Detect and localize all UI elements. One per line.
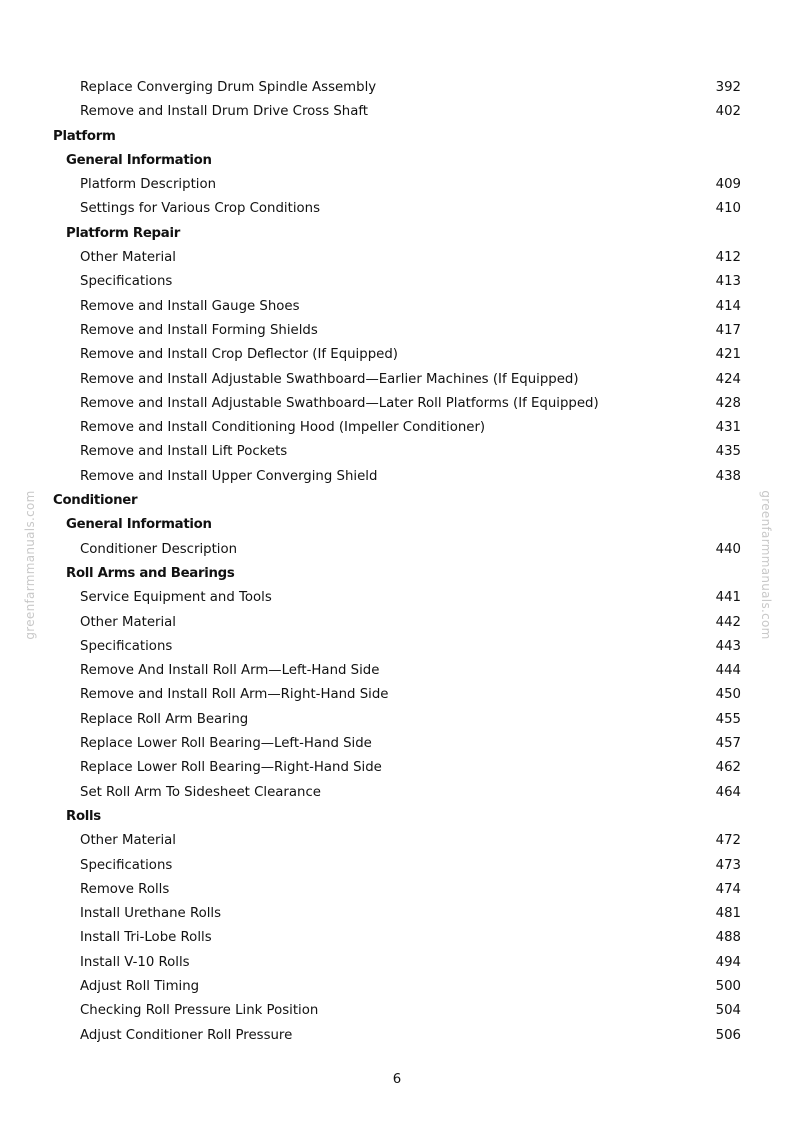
toc-entry-title: Conditioner Description [80,541,238,557]
toc-entry-title: Specifications [80,857,173,873]
toc-entry[interactable] [0,611,794,635]
toc-entry-page-number: 431 [715,420,741,436]
toc-entry[interactable] [0,295,794,319]
toc-entry-title: Platform Description [80,177,217,193]
toc-subsection-heading [0,805,794,829]
toc-entry-page-number: 440 [715,541,741,557]
toc-entry-page-number: 494 [715,954,741,970]
toc-entry-page-number: 473 [715,857,741,873]
toc-entry[interactable] [0,319,794,343]
toc-entry-title: Remove And Install Roll Arm—Left-Hand Side [80,663,380,679]
toc-entry-page-number: 504 [715,1003,741,1019]
toc-entry-title: Remove Rolls [80,881,170,897]
toc-entry-page-number: 500 [715,978,741,994]
toc-entry-page-number: 506 [715,1027,741,1043]
toc-entry-page-number: 413 [715,274,741,290]
toc-entry-page-number: 455 [715,711,741,727]
toc-entry[interactable] [0,1024,794,1048]
toc-entry-page-number: 444 [715,663,741,679]
toc-entry[interactable] [0,343,794,367]
toc-entry-title: Remove and Install Lift Pockets [80,444,288,460]
toc-entry-title: Platform [53,128,116,144]
toc-entry-page-number: 438 [715,468,741,484]
toc-entry[interactable] [0,270,794,294]
table-of-contents [0,76,794,1048]
toc-entry[interactable] [0,781,794,805]
toc-entry-title: Replace Lower Roll Bearing—Right-Hand Side [80,760,382,776]
toc-entry-page-number: 481 [715,906,741,922]
toc-subsection-heading [0,513,794,537]
toc-entry[interactable] [0,829,794,853]
toc-entry-title: Remove and Install Crop Deflector (If Equipped) [80,347,398,363]
toc-entry-page-number: 474 [715,881,741,897]
toc-entry-title: General Information [66,517,212,533]
toc-entry-page-number: 428 [715,395,741,411]
toc-entry-page-number: 462 [715,760,741,776]
toc-entry[interactable] [0,465,794,489]
toc-entry-title: Specifications [80,638,173,654]
toc-entry-title: Replace Lower Roll Bearing—Left-Hand Side [80,736,372,752]
toc-entry-title: Remove and Install Gauge Shoes [80,298,300,314]
toc-entry-title: Remove and Install Forming Shields [80,322,318,338]
toc-entry-title: Install Tri-Lobe Rolls [80,930,212,946]
toc-subsection-heading [0,222,794,246]
toc-entry-page-number: 402 [715,104,741,120]
toc-subsection-heading [0,149,794,173]
toc-entry[interactable] [0,975,794,999]
toc-entry[interactable] [0,878,794,902]
toc-entry-title: Remove and Install Adjustable Swathboard—Earlier Machines (If Equipped) [80,371,579,387]
toc-entry[interactable] [0,538,794,562]
toc-entry-title: Service Equipment and Tools [80,590,272,606]
toc-entry-title: Adjust Conditioner Roll Pressure [80,1027,293,1043]
toc-entry-title: Replace Converging Drum Spindle Assembly [80,80,377,95]
toc-entry-title: General Information [66,152,212,168]
toc-entry-title: Rolls [66,808,101,824]
toc-entry[interactable] [0,683,794,707]
toc-entry-page-number: 443 [715,638,741,654]
toc-entry[interactable] [0,416,794,440]
toc-entry-title: Replace Roll Arm Bearing [80,711,249,727]
toc-entry-page-number: 412 [715,250,741,266]
toc-entry-title: Conditioner [53,493,138,509]
toc-entry-title: Other Material [80,614,176,630]
toc-section-heading [0,125,794,149]
toc-entry-page-number: 409 [715,177,741,193]
toc-entry[interactable] [0,392,794,416]
toc-entry-title: Platform Repair [66,225,180,241]
toc-entry-title: Install V-10 Rolls [80,954,190,970]
toc-entry-title: Roll Arms and Bearings [66,565,235,581]
toc-entry[interactable] [0,586,794,610]
toc-entry-title: Remove and Install Roll Arm—Right-Hand Side [80,687,389,703]
toc-entry[interactable] [0,756,794,780]
watermark-right: greenfarmmanuals.com [759,490,773,640]
toc-entry[interactable] [0,246,794,270]
toc-entry-title: Set Roll Arm To Sidesheet Clearance [80,784,321,800]
toc-entry-page-number: 464 [715,784,741,800]
toc-entry-title: Remove and Install Conditioning Hood (Impeller Conditioner) [80,420,486,436]
toc-entry-title: Remove and Install Drum Drive Cross Shaft [80,104,369,120]
toc-entry[interactable] [0,659,794,683]
page-number: 6 [392,1072,402,1087]
toc-entry[interactable] [0,173,794,197]
toc-entry[interactable] [0,635,794,659]
toc-entry[interactable] [0,708,794,732]
toc-entry[interactable] [0,732,794,756]
toc-entry-page-number: 410 [715,201,741,217]
toc-entry-page-number: 457 [715,736,741,752]
toc-entry-page-number: 421 [715,347,741,363]
toc-section-heading [0,489,794,513]
toc-entry-title: Install Urethane Rolls [80,906,222,922]
toc-entry[interactable] [0,926,794,950]
toc-entry-title: Remove and Install Adjustable Swathboard—Later Roll Platforms (If Equipped) [80,395,599,411]
toc-entry-page-number: 441 [715,590,741,606]
toc-entry-title: Remove and Install Upper Converging Shield [80,468,378,484]
toc-entry[interactable] [0,76,794,100]
toc-entry-page-number: 450 [715,687,741,703]
toc-entry[interactable] [0,902,794,926]
toc-subsection-heading [0,562,794,586]
toc-entry-page-number: 488 [715,930,741,946]
toc-entry-page-number: 392 [715,80,741,95]
toc-entry-title: Other Material [80,833,176,849]
toc-entry-title: Adjust Roll Timing [80,978,200,994]
toc-entry[interactable] [0,100,794,124]
toc-entry-title: Checking Roll Pressure Link Position [80,1003,319,1019]
toc-entry-page-number: 442 [715,614,741,630]
toc-entry[interactable] [0,368,794,392]
toc-entry-page-number: 435 [715,444,741,460]
toc-entry[interactable] [0,854,794,878]
toc-entry[interactable] [0,951,794,975]
toc-entry[interactable] [0,999,794,1023]
toc-entry-page-number: 414 [715,298,741,314]
toc-entry-page-number: 424 [715,371,741,387]
watermark-left: greenfarmmanuals.com [23,490,37,640]
toc-entry-title: Specifications [80,274,173,290]
toc-entry-page-number: 417 [715,322,741,338]
toc-entry[interactable] [0,197,794,221]
toc-entry-title: Other Material [80,250,176,266]
toc-entry-title: Settings for Various Crop Conditions [80,201,321,217]
toc-entry-page-number: 472 [715,833,741,849]
toc-entry[interactable] [0,440,794,464]
